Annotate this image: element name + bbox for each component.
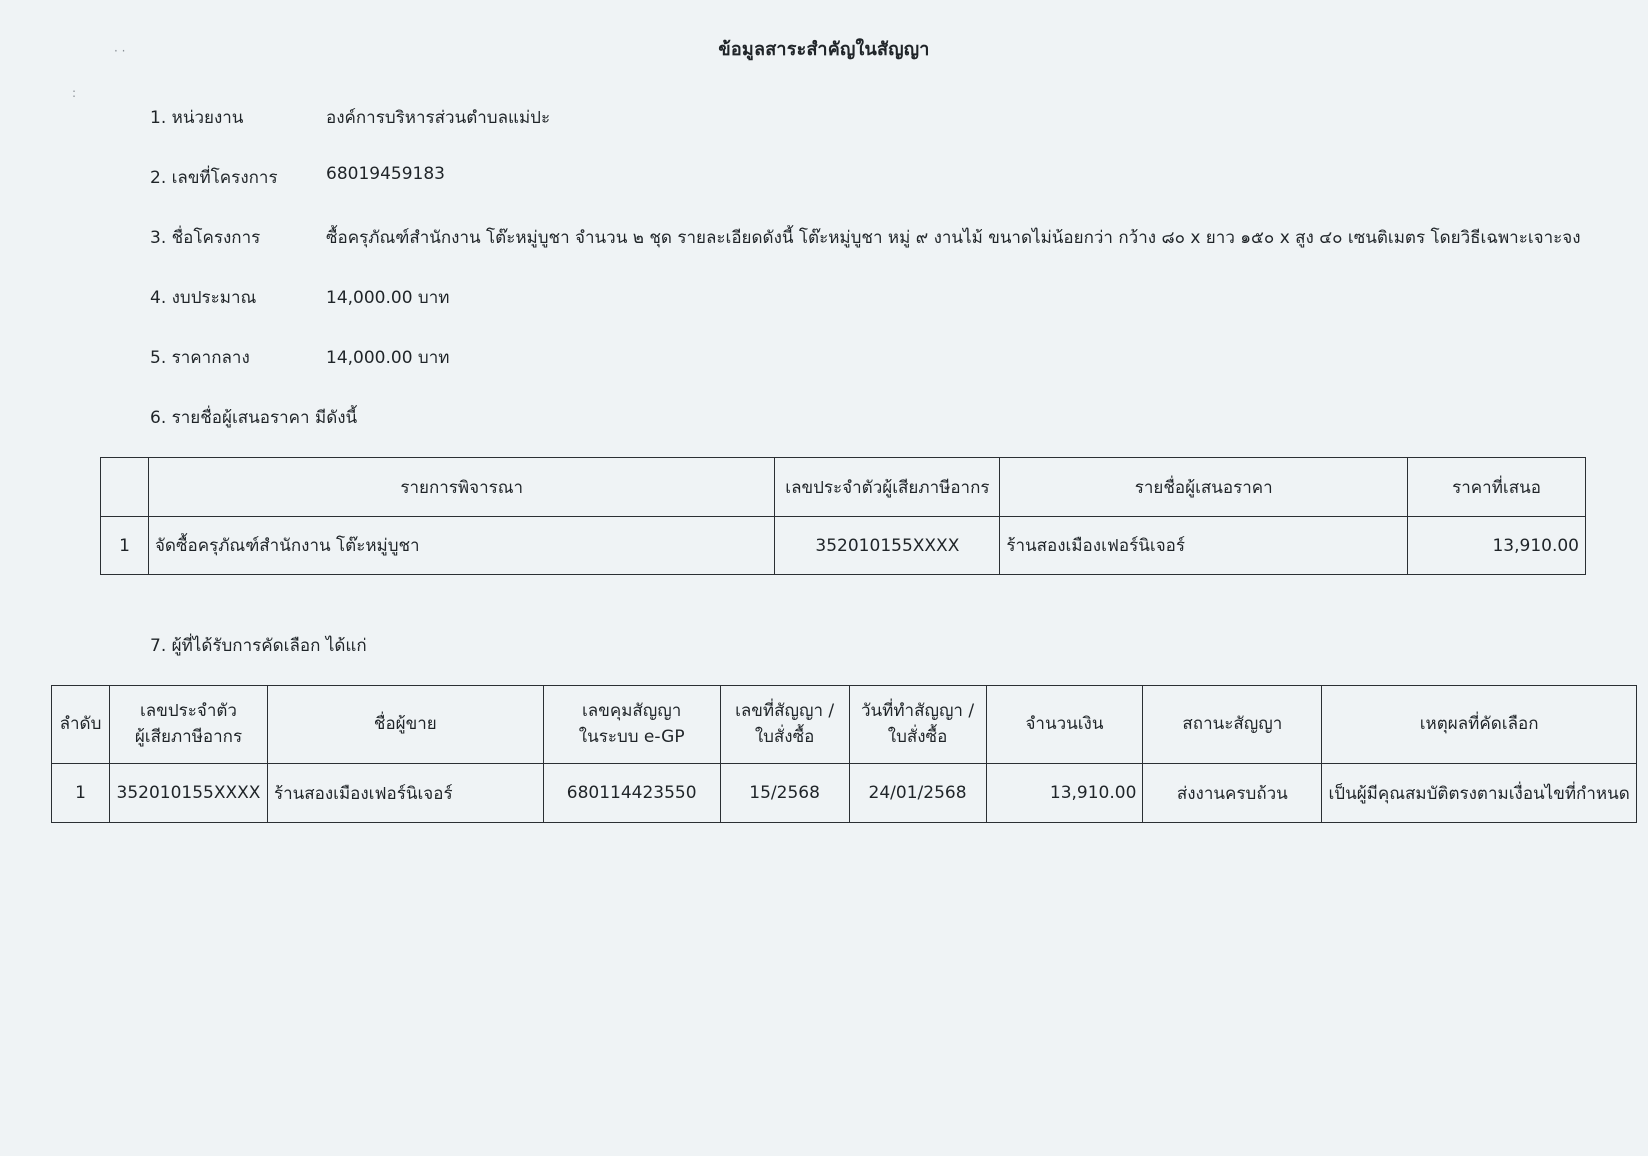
header-line: ลำดับ [59, 713, 102, 734]
bidders-table [100, 457, 1586, 575]
field-label: 3. ชื่อโครงการ [150, 228, 261, 248]
table-cell: 680114423550 [543, 764, 720, 823]
table-cell: 15/2568 [720, 764, 849, 823]
header-line: ชื่อผู้ขาย [373, 713, 437, 734]
column-header [52, 686, 110, 764]
header-line: ในระบบ e-GP [578, 726, 685, 747]
table-cell: จัดซื้อครุภัณฑ์สำนักงาน โต๊ะหมู่บูชา [148, 517, 774, 575]
header-line: เลขประจำตัว [139, 701, 237, 721]
bidders-heading: 6. รายชื่อผู้เสนอราคา มีดังนี้ [150, 408, 358, 428]
table-cell: 352010155XXXX [775, 517, 1000, 575]
column-header [1322, 686, 1637, 764]
winner-table [51, 685, 1637, 823]
header-line: วันที่ทำสัญญา / [860, 701, 975, 721]
table-cell: 13,910.00 [1408, 517, 1586, 575]
column-header [267, 686, 543, 764]
column-header [1143, 686, 1322, 764]
table-cell: ส่งงานครบถ้วน [1143, 764, 1322, 823]
column-header [109, 686, 267, 764]
header-line: จำนวนเงิน [1025, 713, 1104, 734]
table-cell: 1 [52, 764, 110, 823]
table-header-row [101, 458, 1586, 517]
field-value: 14,000.00 บาท [326, 288, 450, 308]
table-cell: ร้านสองเมืองเฟอร์นิเจอร์ [267, 764, 543, 823]
table-cell: เป็นผู้มีคุณสมบัติตรงตามเงื่อนไขที่กำหนด [1322, 764, 1637, 823]
field-value: 68019459183 [326, 164, 445, 184]
field-value: ซื้อครุภัณฑ์สำนักงาน โต๊ะหมู่บูชา จำนวน ๒ ชุด รายละเอียดดังนี้ โต๊ะหมู่บูชา หมู่ ๙ งานไม้ ขนาดไม่น้อยกว่า กว้าง ๘๐ x ยาว ๑๕๐ x สูง ๔๐ เซนติเมตร โดยวิธีเฉพาะเจาะจง [326, 228, 1581, 248]
column-header: ราคาที่เสนอ [1408, 458, 1586, 517]
header-line: เลขที่สัญญา / [735, 701, 835, 721]
field-label: 5. ราคากลาง [150, 348, 250, 368]
column-header [849, 686, 986, 764]
header-line: ผู้เสียภาษีอากร [134, 726, 243, 747]
column-header: เลขประจำตัวผู้เสียภาษีอากร [775, 458, 1000, 517]
column-header [543, 686, 720, 764]
field-label: 4. งบประมาณ [150, 288, 257, 308]
table-row [52, 764, 1637, 823]
header-line: ใบสั่งซื้อ [887, 726, 948, 747]
header-line: สถานะสัญญา [1182, 713, 1283, 734]
header-line: ใบสั่งซื้อ [754, 726, 815, 747]
column-header [720, 686, 849, 764]
column-header: รายการพิจารณา [148, 458, 774, 517]
table-row [101, 517, 1586, 575]
table-cell: 24/01/2568 [849, 764, 986, 823]
column-header [986, 686, 1143, 764]
document-title: ข้อมูลสาระสำคัญในสัญญา [718, 39, 930, 60]
winner-heading: 7. ผู้ที่ได้รับการคัดเลือก ได้แก่ [150, 636, 367, 656]
scan-speck: : [72, 86, 77, 100]
header-line: เลขคุมสัญญา [582, 701, 682, 721]
scan-speck: · · [114, 44, 126, 58]
table-header-row [52, 686, 1637, 764]
table-cell: ร้านสองเมืองเฟอร์นิเจอร์ [1000, 517, 1408, 575]
field-value: องค์การบริหารส่วนตำบลแม่ปะ [326, 108, 551, 128]
field-label: 1. หน่วยงาน [150, 108, 244, 128]
header-line: เหตุผลที่คัดเลือก [1419, 713, 1539, 734]
table-cell: 352010155XXXX [109, 764, 267, 823]
column-header [101, 458, 149, 517]
column-header: รายชื่อผู้เสนอราคา [1000, 458, 1408, 517]
field-label: 2. เลขที่โครงการ [150, 168, 278, 188]
field-value: 14,000.00 บาท [326, 348, 450, 368]
table-cell: 1 [101, 517, 149, 575]
table-cell: 13,910.00 [986, 764, 1143, 823]
